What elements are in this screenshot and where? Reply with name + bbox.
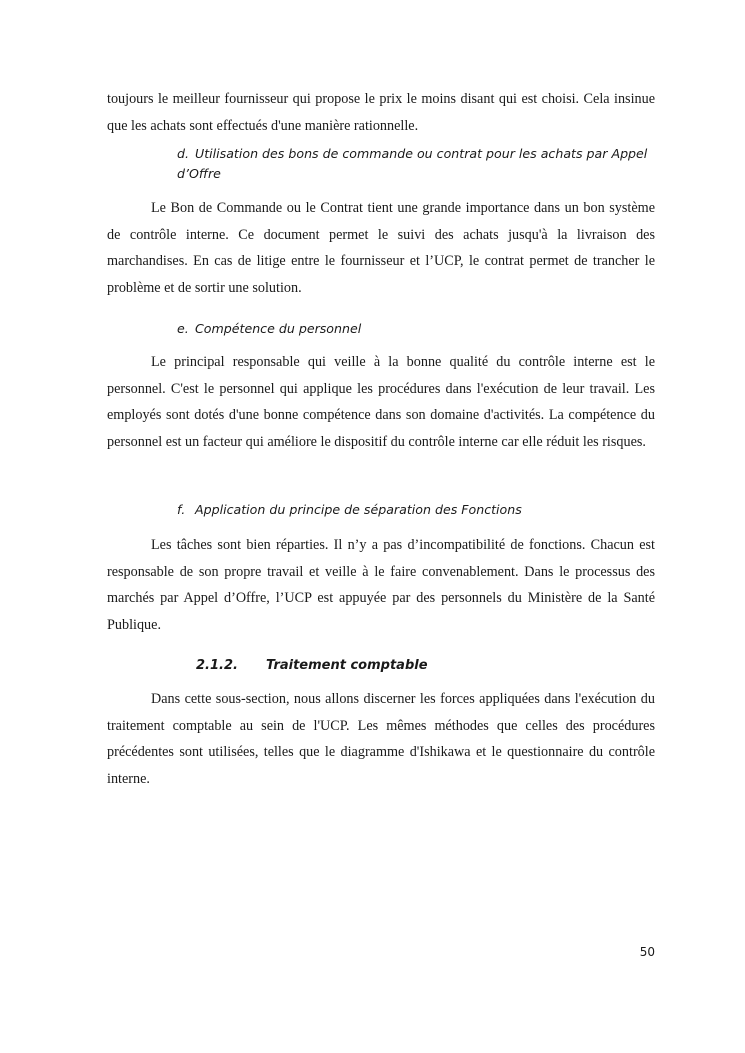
paragraph-traitement-comptable: Dans cette sous-section, nous allons discerner les forces appliquées dans l'exécution du traitement comptable au sein de l'UCP. Les mêmes méthodes que celles des procédures précédentes sont utilisées, telles que le diagramme d'Ishikawa et le questionnaire du contrôle interne. (107, 691, 655, 787)
page-number: 50 (639, 945, 655, 959)
section-heading (196, 656, 428, 676)
section-title: Traitement comptable (266, 658, 428, 673)
subheading-e-title: Compétence du personnel (195, 321, 362, 336)
subheading-d-title: Utilisation des bons de commande ou contrat pour les achats par Appel d’Offre (177, 146, 648, 181)
paragraph-continuation: toujours le meilleur fournisseur qui propose le prix le moins disant qui est choisi. Cela insinue que les achats sont effectués d'une manière rationnelle. (107, 91, 655, 134)
subheading-e-marker: e. (177, 321, 189, 336)
subheading-f (177, 500, 655, 520)
section-number: 2.1.2. (196, 658, 238, 673)
subheading-d-marker: d. (177, 146, 189, 161)
paragraph-competence: Le principal responsable qui veille à la bonne qualité du contrôle interne est le personnel. C'est le personnel qui applique les procédures dans l'exécution de leur travail. Les employés sont dotés d'une bonne compétence dans son domaine d'activités. La compétence du personnel est un facteur qui améliore le dispositif du contrôle interne car elle réduit les risques. (107, 354, 655, 450)
paragraph-separation-fonctions: Les tâches sont bien réparties. Il n’y a pas d’incompatibilité de fonctions. Chacun est responsable de son propre travail et veille à le faire convenablement. Dans le processus des marchés par Appel d’Offre, l’UCP est appuyée par des personnels du Ministère de la Santé Publique. (107, 537, 655, 633)
subheading-f-marker: f. (177, 502, 186, 517)
subheading-d (177, 144, 655, 184)
subheading-f-title: Application du principe de séparation des Fonctions (195, 502, 522, 517)
subheading-e (177, 319, 655, 339)
paragraph-bon-de-commande: Le Bon de Commande ou le Contrat tient une grande importance dans un bon système de contrôle interne. Ce document permet le suivi des achats jusqu'à la livraison des marchandises. En cas de litige entre le fournisseur et l’UCP, le contrat permet de trancher le problème et de sortir une solution. (107, 200, 655, 296)
